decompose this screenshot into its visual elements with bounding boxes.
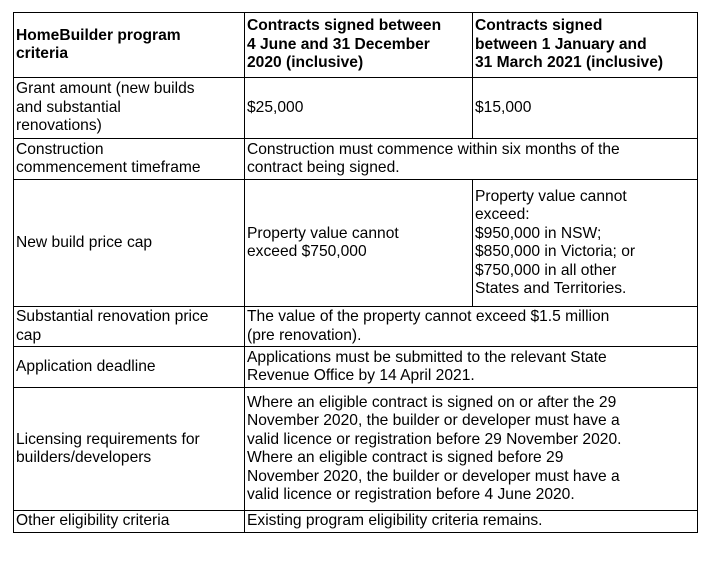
criterion-line: Licensing requirements for	[16, 430, 200, 448]
value-line: $25,000	[247, 98, 304, 116]
header-period-2020-line: Contracts signed between	[247, 17, 442, 35]
value-line: Applications must be submitted to the relevant State	[247, 348, 607, 366]
value-line: States and Territories.	[475, 280, 627, 297]
header-criteria	[14, 13, 245, 78]
criterion-line: Substantial renovation price	[16, 308, 209, 325]
criterion-line: Grant amount (new builds	[16, 80, 195, 98]
table-header-row	[14, 13, 698, 78]
header-period-2020-line: 4 June and 31 December	[247, 35, 430, 53]
header-period-2021-line: Contracts signed	[475, 17, 603, 35]
criterion-cell	[14, 388, 245, 511]
value-line: Where an eligible contract is signed on or after the 29	[247, 393, 617, 411]
table-row	[14, 307, 698, 347]
value-line: The value of the property cannot exceed $1.5 million	[247, 308, 610, 325]
criterion-line: renovations)	[16, 117, 102, 135]
table-row	[14, 139, 698, 180]
value-line: exceed $750,000	[247, 243, 367, 260]
value-line: Revenue Office by 14 April 2021.	[247, 367, 475, 384]
value-cell-both	[245, 511, 698, 533]
value-line: $750,000 in all other	[475, 261, 617, 279]
criterion-cell	[14, 307, 245, 347]
header-period-2021	[473, 13, 698, 78]
value-line: Property value cannot	[475, 187, 627, 205]
criterion-line: builders/developers	[16, 449, 152, 466]
value-cell-2021	[473, 78, 698, 139]
table-row	[14, 78, 698, 139]
criterion-line: Application deadline	[16, 357, 156, 375]
value-cell-2020	[245, 78, 473, 139]
value-line: Where an eligible contract is signed before 29	[247, 449, 564, 466]
criterion-cell	[14, 139, 245, 180]
criterion-line: Construction	[16, 140, 104, 158]
value-cell-2020	[245, 180, 473, 307]
value-line: contract being signed.	[247, 159, 400, 176]
header-period-2021-line: between 1 January and	[475, 35, 647, 53]
value-line: valid licence or registration before 29 November 2020.	[247, 430, 622, 448]
criterion-line: cap	[16, 326, 42, 344]
criterion-cell	[14, 180, 245, 307]
criterion-cell	[14, 78, 245, 139]
value-cell-both	[245, 347, 698, 388]
table-row	[14, 388, 698, 511]
value-line: (pre renovation).	[247, 326, 362, 344]
criterion-line: commencement timeframe	[16, 159, 201, 176]
criterion-line: New build price cap	[16, 233, 153, 251]
header-criteria-line: HomeBuilder program	[16, 26, 181, 44]
value-line: $15,000	[475, 98, 532, 116]
header-period-2020-line: 2020 (inclusive)	[247, 54, 364, 72]
value-line: Construction must commence within six months of the	[247, 140, 620, 158]
value-cell-2021	[473, 180, 698, 307]
value-line: November 2020, the builder or developer must have a	[247, 467, 620, 485]
table-row	[14, 511, 698, 533]
value-line: $950,000 in NSW;	[475, 224, 602, 242]
value-cell-both	[245, 139, 698, 180]
table-row	[14, 180, 698, 307]
value-line: November 2020, the builder or developer must have a	[247, 412, 620, 429]
header-period-2021-line: 31 March 2021 (inclusive)	[475, 54, 664, 72]
value-line: exceed:	[475, 206, 530, 223]
header-criteria-line: criteria	[16, 45, 69, 62]
value-line: valid licence or registration before 4 June 2020.	[247, 486, 575, 503]
value-cell-both	[245, 307, 698, 347]
value-cell-both	[245, 388, 698, 511]
header-period-2020	[245, 13, 473, 78]
table-row	[14, 347, 698, 388]
value-line: Existing program eligibility criteria remains.	[247, 512, 543, 530]
value-line: Property value cannot	[247, 224, 399, 242]
criterion-line: Other eligibility criteria	[16, 512, 170, 530]
criterion-cell	[14, 511, 245, 533]
criterion-cell	[14, 347, 245, 388]
homebuilder-criteria-table	[13, 12, 698, 533]
value-line: $850,000 in Victoria; or	[475, 243, 636, 260]
criterion-line: and substantial	[16, 98, 121, 116]
